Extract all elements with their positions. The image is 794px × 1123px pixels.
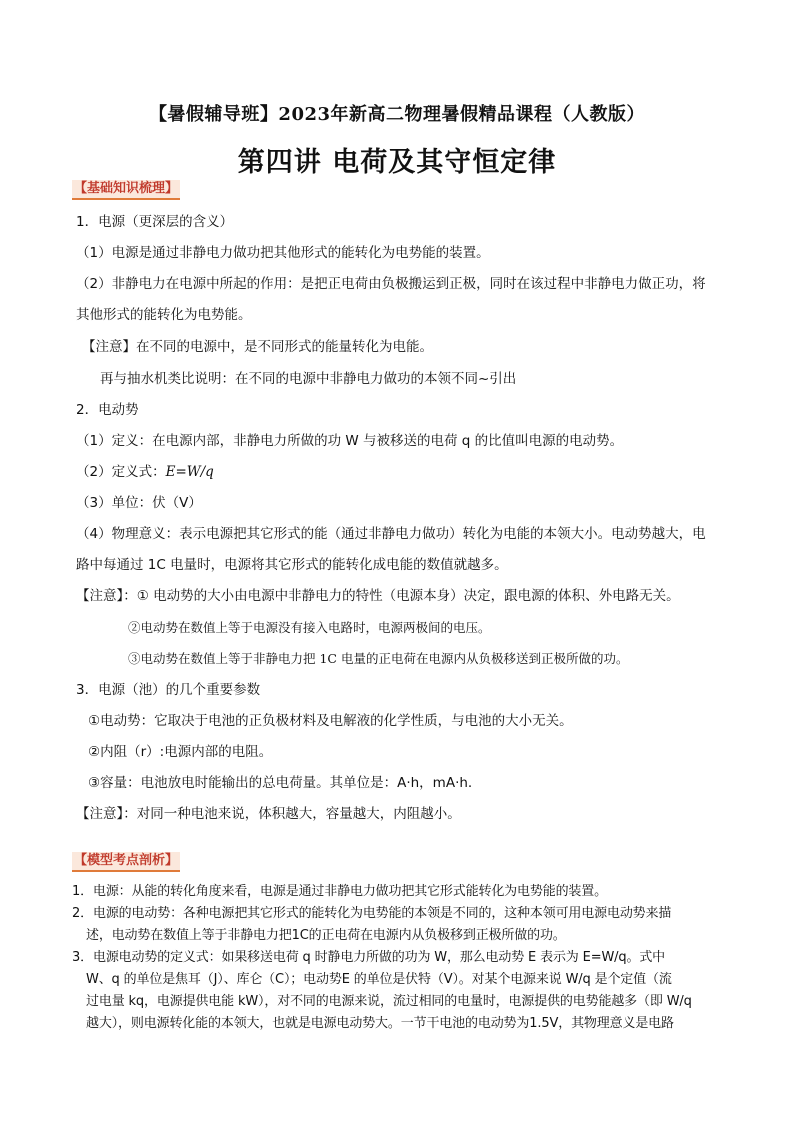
paragraph-line: （2）非静电力在电源中所起的作用：是把正电荷由负极搬运到正极，同时在该过程中非静电力做正功，将 xyxy=(76,276,706,292)
heading-battery-params: 3．电源（池）的几个重要参数 xyxy=(76,682,261,698)
paragraph-line: 3．电源电动势的定义式：如果移送电荷 q 时静电力所做的功为 W，那么电动势 E 表示为 E=W/q。式中 xyxy=(72,950,666,965)
note-item: ③电动势在数值上等于非静电力把 1C 电量的正电荷在电源内从负极移送到正极所做的功。 xyxy=(128,651,629,666)
paragraph-line: （3）单位：伏（V） xyxy=(76,495,202,511)
list-item: ①电动势：它取决于电池的正负极材料及电解液的化学性质，与电池的大小无关。 xyxy=(88,713,573,729)
section-tag-model: 【模型考点剖析】 xyxy=(72,852,180,872)
note-item: ②电动势在数值上等于电源没有接入电路时，电源两极间的电压。 xyxy=(128,620,491,635)
section-tag-basics: 【基础知识梳理】 xyxy=(72,180,180,200)
paragraph-line: W、q 的单位是焦耳（J）、库仑（C）；电动势E 的单位是伏特（V）。对某个电源来说 W/q 是个定值（流 xyxy=(86,972,672,987)
paragraph-line: 其他形式的能转化为电势能。 xyxy=(76,307,252,323)
lecture-title: 第四讲 电荷及其守恒定律 xyxy=(237,147,557,178)
paragraph-line: 1．电源：从能的转化角度来看，电源是通过非静电力做功把其它形式能转化为电势能的装置。 xyxy=(72,884,607,899)
paragraph-line: 述，电动势在数值上等于非静电力把1C的正电荷在电源内从负极移到正极所做的功。 xyxy=(86,928,566,943)
paragraph-line: 再与抽水机类比说明：在不同的电源中非静电力做功的本领不同~引出 xyxy=(100,371,517,387)
paragraph-line: （1）电源是通过非静电力做功把其他形式的能转化为电势能的装置。 xyxy=(76,245,490,261)
note-line: 【注意】：① 电动势的大小由电源中非静电力的特性（电源本身）决定，跟电源的体积、外电路无关。 xyxy=(76,588,680,604)
list-item: ②内阻（r）:电源内部的电阻。 xyxy=(88,744,273,760)
formula: E=W/q xyxy=(165,464,214,480)
formula-line xyxy=(76,463,214,481)
formula-label: （2）定义式： xyxy=(76,464,166,480)
heading-emf: 2．电动势 xyxy=(76,402,139,418)
paragraph-line: 路中每通过 1C 电量时，电源将其它形式的能转化成电能的数值就越多。 xyxy=(76,557,508,573)
paragraph-line: 2．电源的电动势：各种电源把其它形式的能转化为电势能的本领是不同的，这种本领可用电源电动势来描 xyxy=(72,906,672,921)
list-item: ③容量：电池放电时能输出的总电荷量。其单位是：A·h，mA·h. xyxy=(88,775,473,791)
page-header-title: 【暑假辅导班】2023年新高二物理暑假精品课程（人教版） xyxy=(148,104,646,125)
paragraph-line: 过电量 kq，电源提供电能 kW），对不同的电源来说，流过相同的电量时，电源提供的电势能越多（即 W/q xyxy=(86,994,692,1009)
paragraph-line: （4）物理意义：表示电源把其它形式的能（通过非静电力做功）转化为电能的本领大小。电动势越大，电 xyxy=(76,526,706,542)
paragraph-line: （1）定义：在电源内部，非静电力所做的功 W 与被移送的电荷 q 的比值叫电源的电动势。 xyxy=(76,433,624,449)
note-line: 【注意】在不同的电源中，是不同形式的能量转化为电能。 xyxy=(82,339,433,355)
note-line: 【注意】：对同一种电池来说，体积越大，容量越大，内阻越小。 xyxy=(76,806,461,822)
heading-power-source: 1．电源（更深层的含义） xyxy=(76,214,234,230)
paragraph-line: 越大），则电源转化能的本领大，也就是电源电动势大。一节干电池的电动势为1.5V，其物理意义是电路 xyxy=(86,1016,674,1031)
